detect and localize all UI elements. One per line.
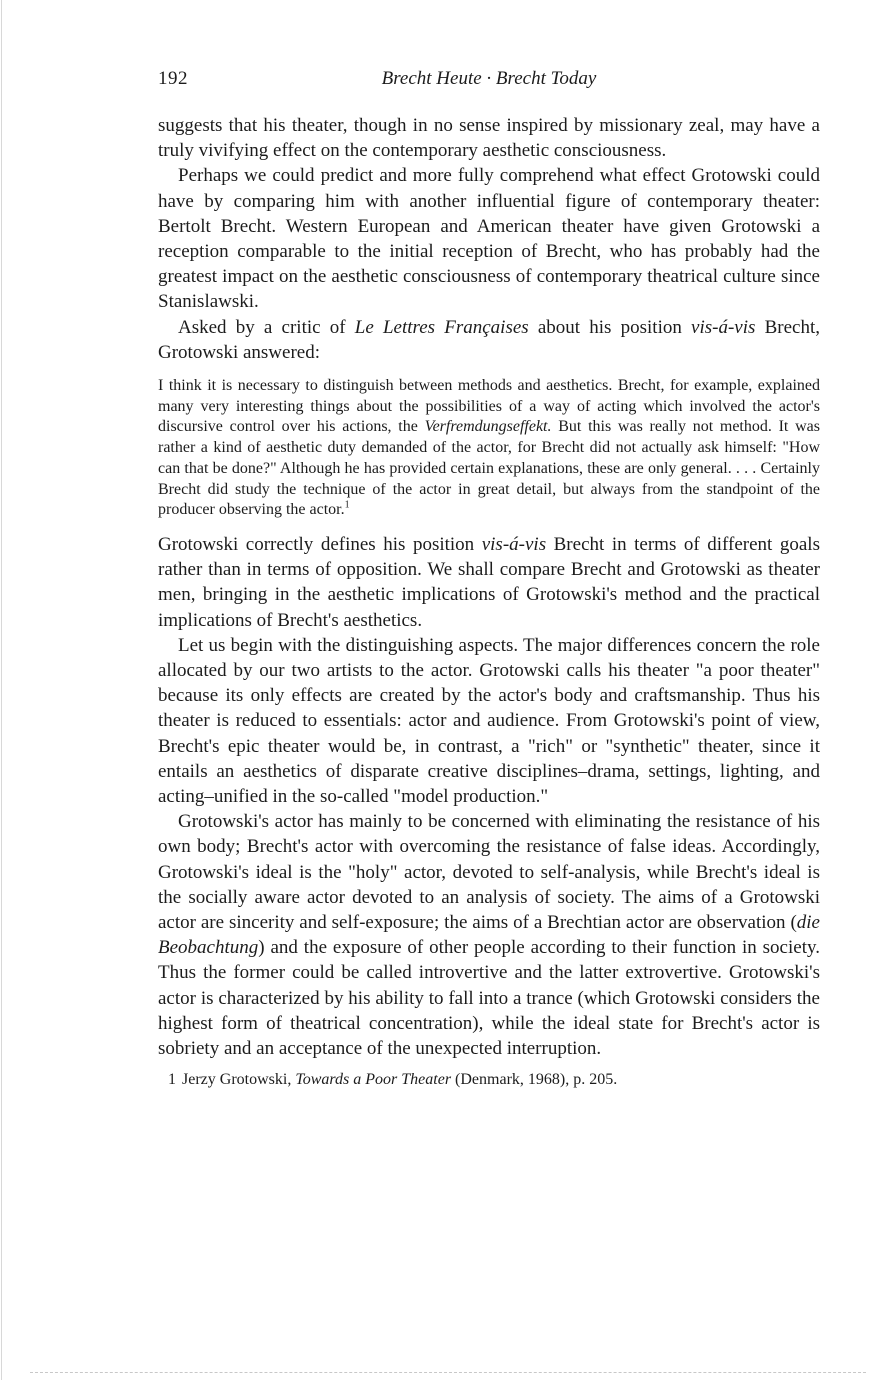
footnote-text-c: (Denmark, 1968), p. 205.: [451, 1071, 618, 1089]
paragraph-6: [158, 809, 820, 1061]
paragraph-6-text-c: ) and the exposure of other people according to their function in society. Thus the former could be called introvertive and the latter extrovertive. Grotowski's actor is characterized by his ability to fall into a trance (which Grotowski considers the highest form of theatrical concentration), while the ideal state for Brecht's actor is sobriety and an acceptance of the unexpected interruption.: [158, 937, 820, 1060]
page-number: 192: [158, 68, 188, 89]
paragraph-3-text-a: Asked by a critic of: [178, 316, 355, 338]
page-bottom-edge: [30, 1372, 866, 1373]
paragraph-4: [158, 532, 820, 633]
quote-text-a: I think it is necessary to distinguish between methods and aesthetics. Brecht, for example, explained many very interesting things about the possibilities of a way of acting which involved the actor's discursive control over his actions, the: [158, 377, 820, 436]
paragraph-3-text-e: Brecht, Grotowski answered:: [158, 316, 821, 363]
paragraph-2: Perhaps we could predict and more fully comprehend what effect Grotowski could have by comparing him with another influential figure of contemporary theater: Bertolt Brecht. Western European and American theater have given Grotowski a reception comparable to the initial reception of Brecht, who has probably had the greatest impact on the aesthetic consciousness of contemporary theatrical culture since Stanislawski.: [158, 165, 820, 313]
vis-a-vis-term: vis-á-vis: [691, 316, 756, 338]
journal-title: Le Lettres Françaises: [354, 316, 529, 338]
paragraph-4-text-c: Brecht in terms of different goals rather than in terms of opposition. We shall compare Brecht and Grotowski as theater men, bringing in the aesthetic implications of Grotowski's method and the practical implications of Brecht's aesthetics.: [158, 533, 820, 631]
paragraph-1: suggests that his theater, though in no sense inspired by missionary zeal, may have a truly vivifying effect on the contemporary aesthetic consciousness.: [158, 115, 820, 162]
footnote-book-title: Towards a Poor Theater: [295, 1071, 452, 1089]
footnote-number: 1: [168, 1071, 176, 1089]
quote-text-c: But this was really not method. It was rather a kind of aesthetic duty demanded of the actor, for Brecht did not actually ask himself: "How can that be done?" Although he has provided certain explanations, these are only general. . . . Certainly Brecht did study the technique of the actor in great detail, but always from the standpoint of the producer observing the actor.: [158, 418, 820, 519]
footnote: [158, 1069, 820, 1091]
verfremdungseffekt-term: Verfremdungseffekt.: [424, 418, 552, 436]
paragraph-4-text-a: Grotowski correctly defines his position: [158, 533, 482, 555]
paragraph-3-text-c: about his position: [528, 316, 692, 338]
footnote-reference: 1: [344, 499, 350, 511]
page-edge: [1, 0, 2, 1380]
die-beobachtung-term: die Beobachtung: [158, 912, 820, 959]
paragraph-3: [158, 315, 820, 365]
footnote-text-a: Jerzy Grotowski,: [182, 1071, 296, 1089]
paragraph-6-text-a: Grotowski's actor has mainly to be concerned with eliminating the resistance of his own body; Brecht's actor with overcoming the resistance of false ideas. Accordingly, Grotowski's ideal is the "holy" actor, devoted to self-analysis, while Brecht's ideal is the socially aware actor devoted to an analysis of society. The aims of a Grotowski actor are sincerity and self-exposure; the aims of a Brechtian actor are observation (: [158, 811, 820, 933]
running-head: [158, 62, 820, 96]
book-page: [158, 62, 820, 1091]
running-title: Brecht Heute · Brecht Today: [381, 68, 597, 89]
paragraph-5: Let us begin with the distinguishing aspects. The major differences concern the role allocated by our two artists to the actor. Grotowski calls his theater "a poor theater" because its only effects are created by the actor's body and craftsmanship. Thus his theater is reduced to essentials: actor and audience. From Grotowski's point of view, Brecht's epic theater would be, in contrast, a "rich" or "synthetic" theater, since it entails an aesthetics of disparate creative disciplines–drama, settings, lighting, and acting–unified in the so-called "model production.": [158, 634, 820, 807]
vis-a-vis-term-2: vis-á-vis: [481, 533, 547, 555]
block-quote: [158, 376, 820, 521]
